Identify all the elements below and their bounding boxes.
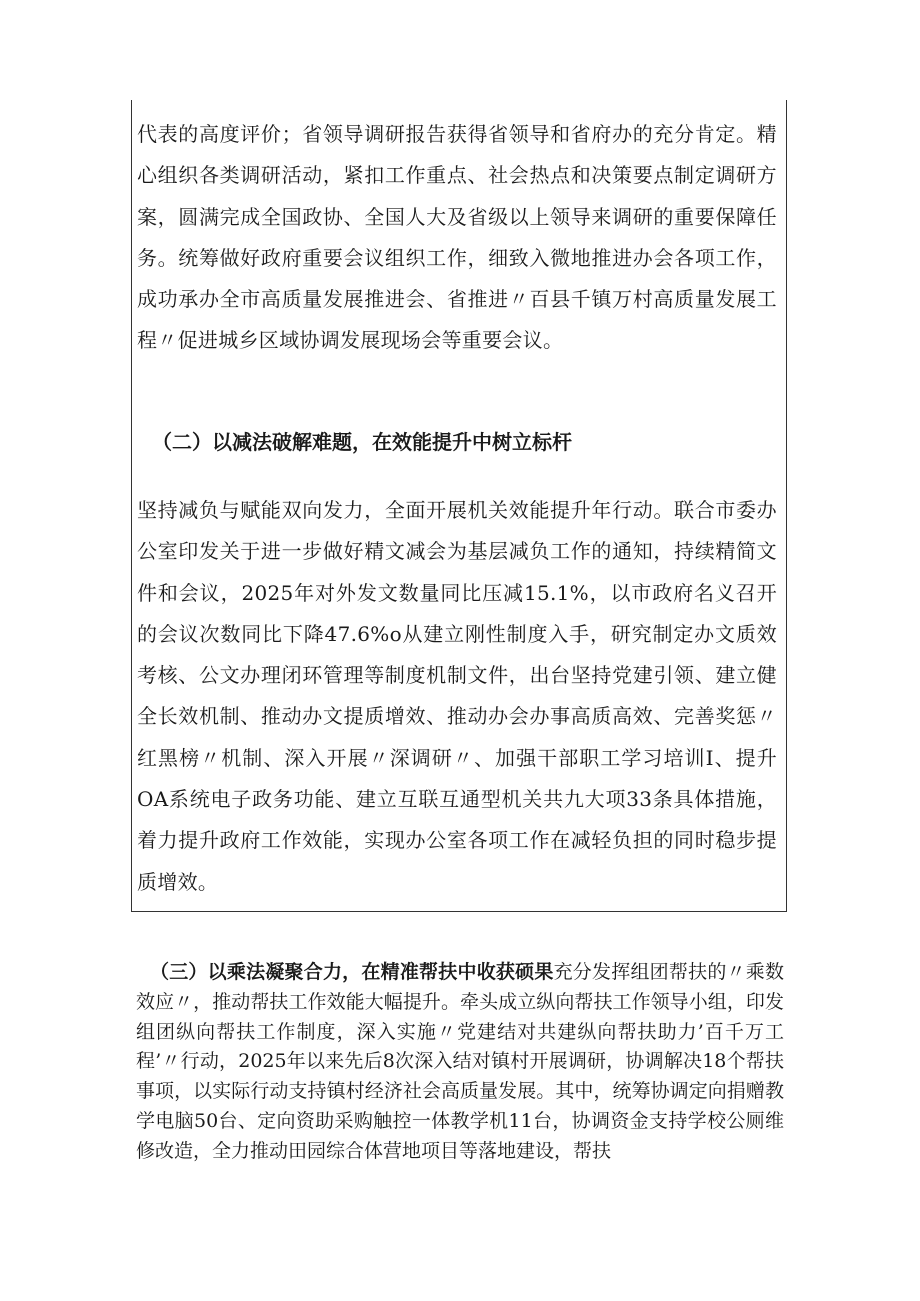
paragraph-section3-body: 充分发挥组团帮扶的〃乘数效应〃，推动帮扶工作效能大幅提升。牵头成立纵向帮扶工作领导小组，印发组团纵向帮扶工作制度，深入实施〃党建结对共建纵向帮扶助力’百千万工程’〃行动，2025年以来先后8次深入结对镇村开展调研，协调解决18个帮扶事项，以实际行动支持镇村经济社会高质量发展。其中，统筹协调定向捐赠教学电脑50台、定向资助采购触控一体教学机11台，协调资金支持学校公厕维修改造，全力推动田园综合体营地项目等落地建设，帮扶 [136,961,784,1162]
paragraph-section3 [136,958,784,1167]
heading-section2: （二）以减法破解难题，在效能提升中树立标杆 [152,430,572,454]
paragraph-section2-body: 坚持减负与赋能双向发力，全面开展机关效能提升年行动。联合市委办公室印发关于进一步做好精文减会为基层减负工作的通知，持续精简文件和会议，2025年对外发文数量同比压减15.1%，以市政府名义召开的会议次数同比下降47.6%o从建立刚性制度入手，研究制定办文质效考核、公文办理闭环管理等制度机制文件，出台坚持党建引领、建立健全长效机制、推动办文提质增效、推动办会办事高质高效、完善奖惩〃红黑榜〃机制、深入开展〃深调研〃、加强干部职工学习培训I、提升OA系统电子政务功能、建立互联互通型机关共九大项33条具体措施，着力提升政府工作效能，实现办公室各项工作在减轻负担的同时稳步提质增效。 [137,498,777,894]
paragraph-section1-continuation: 代表的高度评价；省领导调研报告获得省领导和省府办的充分肯定。精心组织各类调研活动，紧扣工作重点、社会热点和决策要点制定调研方案，圆满完成全国政协、全国人大及省级以上领导来调研的重要保障任务。统筹做好政府重要会议组织工作，细致入微地推进办会各项工作，成功承办全市高质量发展推进会、省推进〃百县千镇万村高质量发展工程〃促进城乡区域协调发展现场会等重要会议。 [137,122,777,353]
heading-section3: （三）以乘法凝聚合力，在精准帮扶中收获硕果 [150,961,554,983]
